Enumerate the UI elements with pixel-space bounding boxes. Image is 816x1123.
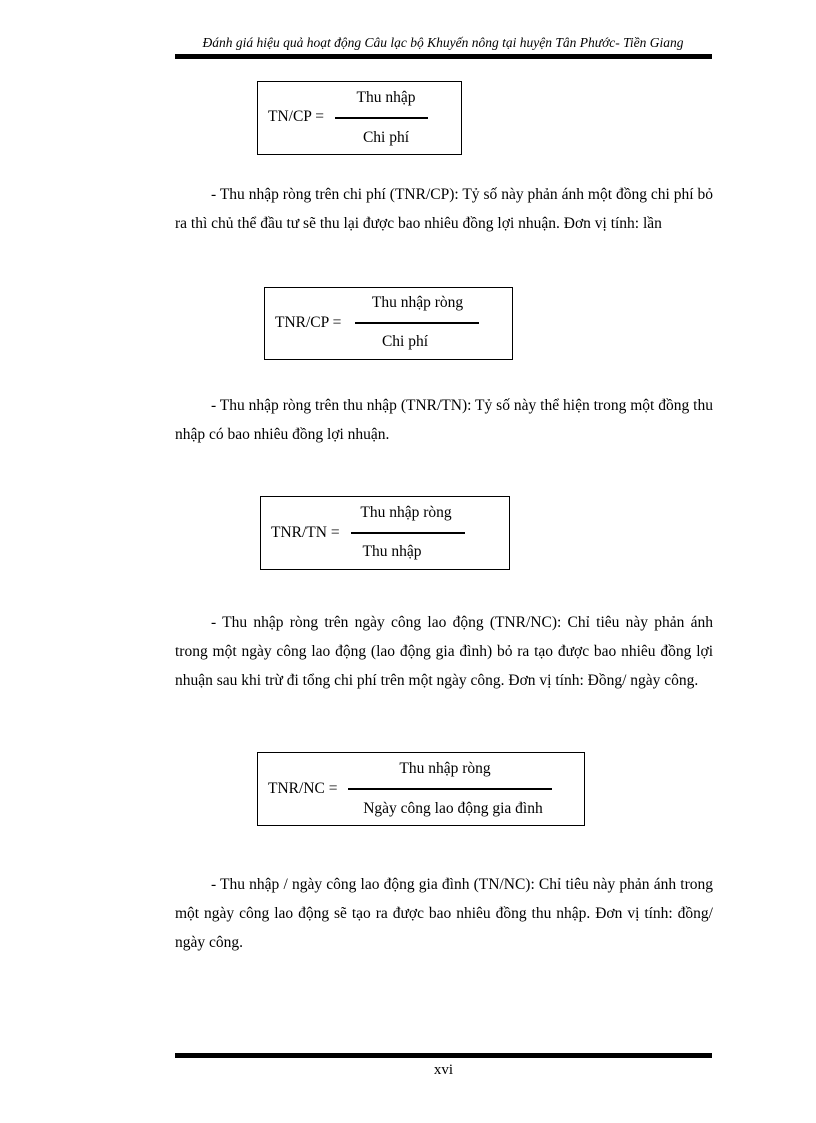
page-header-title: Đánh giá hiệu quả hoạt động Câu lạc bộ Khuyến nông tại huyện Tân Phước- Tiền Giang bbox=[202, 35, 684, 50]
paragraph-tnr-cp: - Thu nhập ròng trên chi phí (TNR/CP): Tỷ số này phản ánh một đồng chi phí bỏ ra thì chủ thể đầu tư sẽ thu lại được bao nhiêu đồng lợi nhuận. Đơn vị tính: lần bbox=[175, 186, 713, 232]
fraction-bar bbox=[348, 788, 552, 790]
paragraph-tnr-nc: - Thu nhập ròng trên ngày công lao động (TNR/NC): Chỉ tiêu này phản ánh trong một ngày công lao động (lao động gia đình) bỏ ra tạo được bao nhiêu đồng lợi nhuận sau khi trừ đi tổng chi phí trên một ngày công. Đơn vị tính: Đồng/ ngày công. bbox=[175, 614, 713, 689]
fraction-bar bbox=[351, 532, 465, 534]
formula-lhs: TNR/NC = bbox=[268, 780, 338, 797]
formula-numerator: Thu nhập bbox=[356, 89, 416, 106]
formula-box-tnr-tn bbox=[260, 496, 510, 570]
formula-denominator: Thu nhập bbox=[362, 543, 422, 560]
paragraph-tnr-tn: - Thu nhập ròng trên thu nhập (TNR/TN): Tỷ số này thể hiện trong một đồng thu nhập có bao nhiêu đồng lợi nhuận. bbox=[175, 397, 713, 443]
fraction-bar bbox=[355, 322, 479, 324]
formula-lhs: TNR/CP = bbox=[275, 314, 342, 331]
formula-numerator: Thu nhập ròng bbox=[399, 760, 491, 777]
formula-denominator: Chi phí bbox=[362, 129, 410, 146]
formula-box-tnr-nc bbox=[257, 752, 585, 826]
formula-denominator: Chi phí bbox=[381, 333, 429, 350]
formula-lhs: TNR/TN = bbox=[271, 524, 340, 541]
formula-denominator: Ngày công lao động gia đình bbox=[363, 800, 543, 817]
formula-box-tn-cp bbox=[257, 81, 462, 155]
formula-numerator: Thu nhập ròng bbox=[360, 504, 452, 521]
header-rule bbox=[175, 54, 712, 59]
formula-lhs: TN/CP = bbox=[268, 108, 324, 125]
formula-numerator: Thu nhập ròng bbox=[371, 294, 464, 311]
paragraph-tn-nc: - Thu nhập / ngày công lao động gia đình (TN/NC): Chỉ tiêu này phản ánh trong một ngày công lao động sẽ tạo ra được bao nhiêu đồng thu nhập. Đơn vị tính: đồng/ ngày công. bbox=[175, 876, 713, 951]
footer-rule bbox=[175, 1053, 712, 1058]
page-number: xvi bbox=[433, 1062, 454, 1078]
formula-box-tnr-cp bbox=[264, 287, 513, 360]
fraction-bar bbox=[335, 117, 428, 119]
